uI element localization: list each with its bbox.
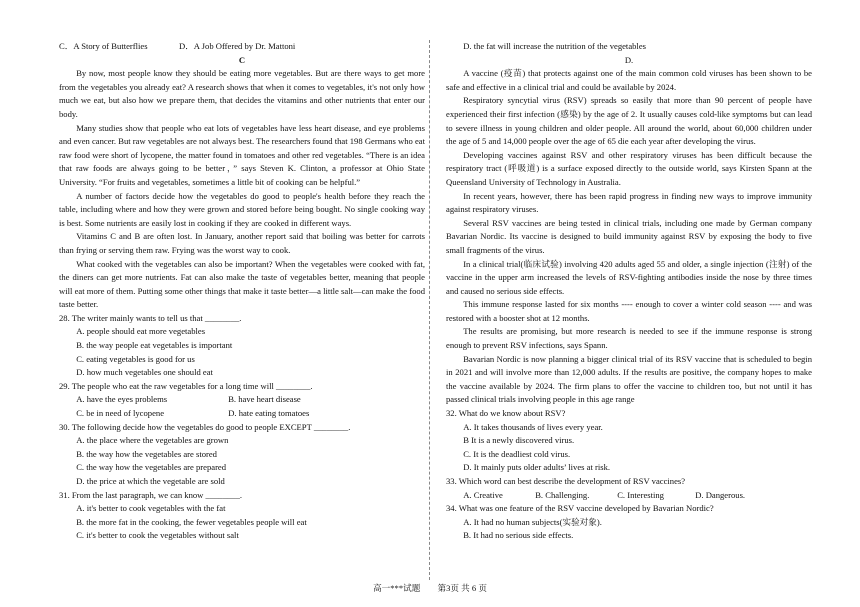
option: D. how much vegetables one should eat — [76, 367, 213, 378]
option: D. hate eating tomatoes — [228, 408, 310, 419]
option: B. It had no serious side effects. — [463, 530, 574, 541]
option: C. the way how the vegetables are prepared — [76, 462, 227, 473]
question-stem: 31. From the last paragraph, we can know ________. — [59, 489, 243, 500]
option: B. the more fat in the cooking, the fewer vegetables people will eat — [76, 516, 307, 527]
option: B. have heart disease — [228, 394, 301, 405]
paragraph: This immune response lasted for six months ---- enough to cover a winter cold season ---- and was restored with a booster shot at 12 months. — [446, 299, 812, 323]
section-heading: D. — [624, 54, 634, 65]
paragraph: In a clinical trial(临床试验) involving 420 adults aged 55 and older, a single injection (注射) of the vaccine in the upper arm increased the levels of RSV-fighting antibodies inside the nose by three times and caused no serious side effects. — [446, 258, 812, 296]
paragraph: A vaccine (疫苗) that protects against one of the main common cold viruses has been shown to be safe and effective in a clinical trial and could be available by 2024. — [446, 68, 812, 92]
option: C. be in need of lycopene — [76, 408, 165, 419]
option: A. it's better to cook vegetables with the fat — [76, 503, 226, 514]
options-row — [59, 407, 425, 421]
option: B. the way people eat vegetables is important — [76, 340, 233, 351]
option: A. Creative — [463, 489, 503, 500]
paragraph: Bavarian Nordic is now planning a bigger clinical trial of its RSV vaccine that is scheduled to begin in 2021 and will involve more than 12,000 adults. If the results are positive, the company hopes to make the vaccine available by 2024. The firm plans to offer the vaccine to children too, but not until it has passed clinical trials involving people in this age range — [446, 353, 812, 405]
option: B. Challenging. — [535, 489, 590, 500]
paragraph: Respiratory syncytial virus (RSV) spreads so easily that more than 90 percent of people have experienced their first infection (感染) by the age of 2. It usually causes cold-like symptoms but can lead to severe illness in young children and older people. All around the world, about 60,000 children under the age of 5 and 14,000 people over the age of 65 die each year after developing the virus. — [446, 95, 812, 147]
question-stem: 32. What do we know about RSV? — [446, 408, 566, 419]
paragraph: The results are promising, but more research is needed to see if the immune response is strong enough to prevent RSV infections, says Spann. — [446, 326, 812, 351]
paragraph: What cooked with the vegetables can also be important? When the vegetables were cooked with fat, the diners can get more nutrients. Fat can also make the taste of vegetables better, meaning that people will eat more of them. Putting some other things that make it taste better—a little salt—can make the food taste better. — [59, 258, 425, 310]
section-heading: C — [238, 54, 246, 65]
option: B It is a newly discovered virus. — [463, 435, 575, 446]
option: A. It had no human subjects(实验对象). — [463, 516, 602, 527]
paragraph: A number of factors decide how the vegetables do good to people's health before they reach the table, including where and how they were grown and stored before being bought. No single cooking way is best. Some nutrients are easily lost in cooking if they are cooked in different ways. — [59, 190, 425, 228]
paragraph: Several RSV vaccines are being tested in clinical trials, including one made by German company Bavarian Nordic. Its vaccine is designed to build immunity against RSV by exposing the body to five small fragments of the virus. — [446, 217, 812, 255]
option-d: D．A Job Offered by Dr. Mattoni — [179, 41, 296, 51]
question-stem: 28. The writer mainly wants to tell us that ________. — [59, 312, 242, 323]
paragraph: In recent years, however, there has been rapid progress in finding new ways to improve immunity against respiratory viruses. — [446, 190, 812, 215]
option: A. people should eat more vegetables — [76, 326, 206, 337]
option: C. eating vegetables is good for us — [76, 353, 195, 364]
paragraph: Developing vaccines against RSV and other respiratory viruses has been difficult because the respiratory tract (呼吸道) is a surface exposed directly to the outside world, says Kirsten Spann at the Queensland University of Technology in Australia. — [446, 149, 812, 187]
column-divider — [429, 40, 430, 580]
option: A. It takes thousands of lives every year. — [463, 421, 603, 432]
option: A. the place where the vegetables are grown — [76, 435, 229, 446]
left-column — [59, 40, 425, 543]
question-stem: 33. Which word can best describe the development of RSV vaccines? — [446, 476, 686, 486]
option: D. Dangerous. — [695, 489, 746, 500]
right-column — [446, 40, 812, 543]
option: D. the price at which the vegetable are sold — [76, 476, 225, 486]
option: D. the fat will increase the nutrition of the vegetables — [463, 41, 646, 51]
options-row — [59, 393, 425, 407]
page-footer: 高一***试题 第3页 共 6 页 — [373, 583, 487, 593]
option: D. It mainly puts older adults’ lives at risk. — [463, 462, 611, 473]
option: C. It is the deadliest cold virus. — [463, 448, 571, 459]
question-stem: 34. What was one feature of the RSV vaccine developed by Bavarian Nordic? — [446, 503, 714, 514]
paragraph: By now, most people know they should be eating more vegetables. But are there ways to get more from the vegetables you already eat? A research shows that when it comes to vegetables, it's not only how much we eat, but also how we prepare them, that decides the vitamins and other nutrients that enter our body. — [59, 68, 425, 119]
paragraph: Many studies show that people who eat lots of vegetables have less heart disease, and eye problems and even cancer. But raw vegetables are not always best. The researchers found that 198 Germans who eat raw food were short of lycopene, the matter found in tomatoes and other red vegetables. “There is an idea that raw foods are always going to be better，” says Steven K. Clinton, a professor at Ohio State University. “For fruits and vegetables, sometimes a little bit of cooking can be helpful.” — [59, 122, 425, 187]
prev-options-row — [59, 40, 425, 54]
option: A. have the eyes problems — [76, 394, 168, 405]
question-stem: 30. The following decide how the vegetables do good to people EXCEPT ________. — [59, 421, 351, 432]
option: B. the way how the vegetables are stored — [76, 448, 217, 459]
option: C. Interesting — [617, 489, 664, 500]
options-row — [446, 489, 812, 503]
option-c: C．A Story of Butterflies — [59, 41, 148, 51]
question-stem: 29. The people who eat the raw vegetables for a long time will ________. — [59, 380, 313, 391]
option: C. it's better to cook the vegetables without salt — [76, 530, 239, 541]
paragraph: Vitamins C and B are often lost. In January, another report said that boiling was better for carrots than frying or serving them raw. Frying was the worst way to cook. — [59, 231, 425, 255]
